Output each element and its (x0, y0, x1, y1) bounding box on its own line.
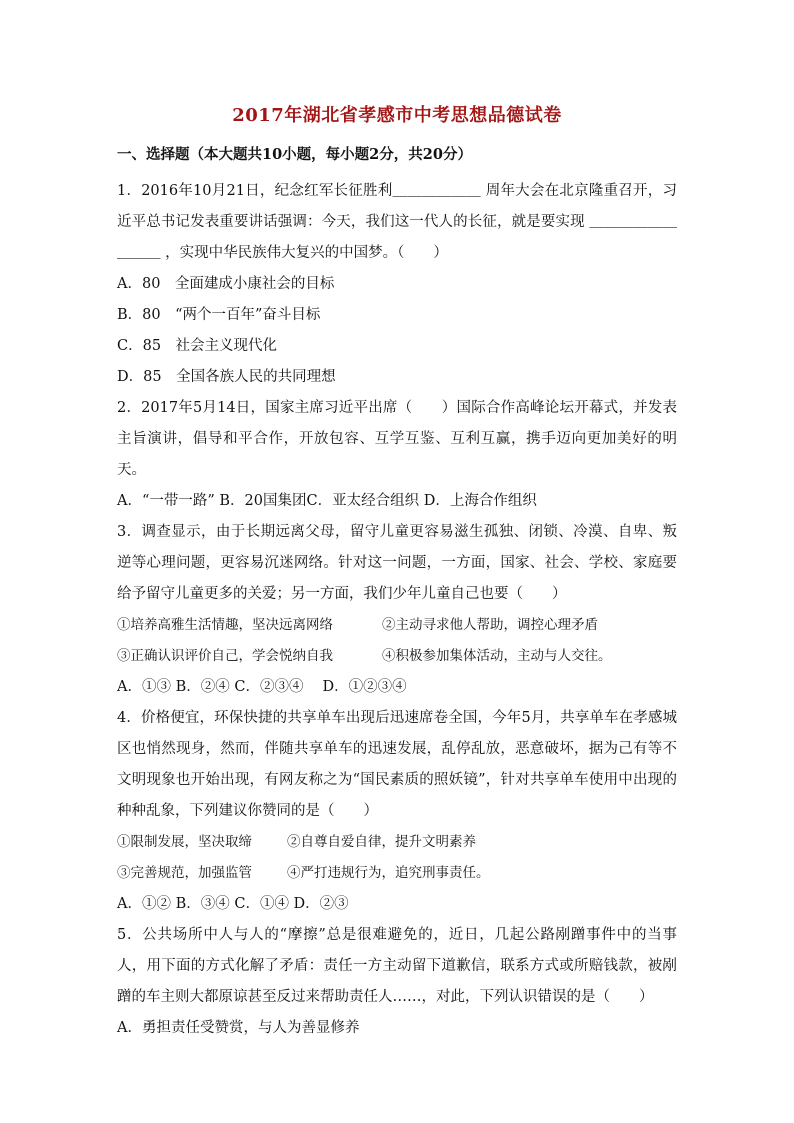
question-3-statement-3: ③正确认识评价自己，学会悦纳自我 (117, 648, 333, 664)
question-1-option-c: C．85 社会主义现代化 (117, 338, 278, 354)
question-4-statement-2: ②自尊自爱自律，提升文明素养 (287, 834, 476, 850)
question-3-stem: 3．调查显示，由于长期远离父母，留守儿童更容易滋生孤独、闭锁、冷漠、自卑、叛逆等心理问题，更容易沉迷网络。针对这一问题，一方面，国家、社会、学校、家庭要给予留守儿童更多的关爱；另一方面，我们少年儿童自己也要（ ） (117, 524, 677, 602)
question-1 (117, 176, 677, 393)
question-1-option-a: A．80 全面建成小康社会的目标 (117, 276, 335, 292)
question-5 (117, 920, 677, 1044)
question-4-statement-3: ③完善规范，加强监管 (117, 865, 252, 881)
question-1-option-d: D．85 全国各族人民的共同理想 (117, 369, 336, 385)
question-3-statements-row-1 (117, 610, 677, 641)
question-2 (117, 393, 677, 517)
question-4-statements-row-1 (117, 827, 677, 858)
question-1-option-b: B．80 “两个一百年”奋斗目标 (117, 307, 321, 323)
question-3-statement-2: ②主动寻求他人帮助，调控心理矛盾 (382, 617, 598, 633)
question-2-options: A．“一带一路” B．20国集团C．亚太经合组织 D．上海合作组织 (117, 493, 537, 509)
exam-title: 2017年湖北省孝感市中考思想品德试卷 (232, 105, 562, 126)
question-3-statement-1: ①培养高雅生活情趣，坚决远离网络 (117, 617, 333, 633)
question-1-stem: 1．2016年10月21日，纪念红军长征胜利＿＿＿＿＿＿ 周年大会在北京隆重召开，习近平总书记发表重要讲话强调：今天，我们这一代人的长征，就是要实现 ＿＿＿＿＿＿＿＿＿ ，实现中华民族伟大复兴的中国梦。（ ） (117, 183, 677, 261)
question-4-stem: 4．价格便宜，环保快捷的共享单车出现后迅速席卷全国，今年5月，共享单车在孝感城区也悄然现身，然而，伴随共享单车的迅速发展，乱停乱放，恶意破坏，据为己有等不文明现象也开始出现，有网友称之为“国民素质的照妖镜”，针对共享单车使用中出现的种种乱象，下列建议你赞同的是（ ） (117, 710, 677, 819)
question-3-statements-row-2 (117, 641, 677, 672)
question-3 (117, 517, 677, 703)
question-3-statement-4: ④积极参加集体活动，主动与人交往。 (382, 648, 612, 664)
section-heading-choice: 一、选择题（本大题共10小题，每小题2分，共20分） (117, 146, 472, 163)
question-4-statement-4: ④严打违规行为，追究刑事责任。 (287, 865, 490, 881)
question-3-options: A．①③ B．②④ C．②③④ D．①②③④ (117, 679, 407, 695)
question-2-stem: 2．2017年5月14日，国家主席习近平出席（ ）国际合作高峰论坛开幕式，并发表主旨演讲，倡导和平合作，开放包容、互学互鉴、互利互赢，携手迈向更加美好的明天。 (117, 400, 677, 478)
question-4-statement-1: ①限制发展，坚决取缔 (117, 834, 252, 850)
question-4-statements-row-2 (117, 858, 677, 889)
question-5-option-a: A．勇担责任受赞赏，与人为善显修养 (117, 1020, 360, 1036)
question-5-stem: 5．公共场所中人与人的“摩擦”总是很难避免的，近日，几起公路剐蹭事件中的当事人，用下面的方式化解了矛盾：责任一方主动留下道歉信，联系方式或所赔钱款，被剐蹭的车主则大都原谅甚至反过来帮助责任人……，对此，下列认识错误的是（ ） (117, 927, 677, 1005)
question-4 (117, 703, 677, 920)
question-4-options: A．①② B．③④ C．①④ D．②③ (117, 896, 349, 912)
